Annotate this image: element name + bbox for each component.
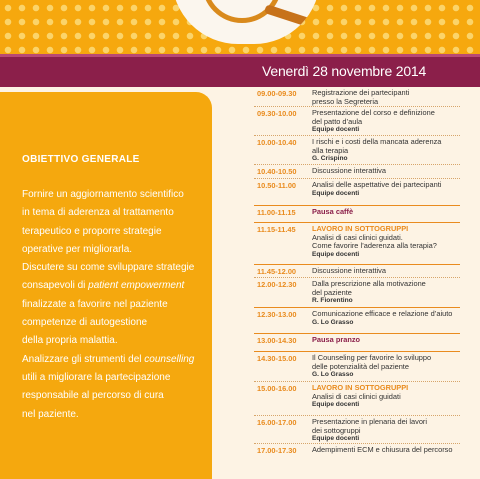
objective-line: competenze di autogestione xyxy=(22,317,148,329)
schedule-line: Dalla prescrizione alla motivazione xyxy=(312,279,426,288)
schedule-description xyxy=(312,280,460,306)
schedule-description xyxy=(312,225,460,259)
schedule-line: presso la Segreteria xyxy=(312,96,379,106)
schedule-description xyxy=(312,418,460,444)
schedule-description xyxy=(312,336,460,345)
schedule-description xyxy=(312,310,460,327)
schedule-divider xyxy=(254,381,460,382)
schedule-speaker: G. Lo Grasso xyxy=(312,371,354,379)
schedule-line: delle potenzialità del paziente xyxy=(312,361,409,371)
schedule-time: 10.40-10.50 xyxy=(257,167,297,176)
schedule-time: 10.00-10.40 xyxy=(257,138,297,147)
schedule-speaker: G. Crispino xyxy=(312,155,348,163)
schedule-speaker: Equipe docenti xyxy=(312,126,360,134)
schedule-divider xyxy=(254,264,460,265)
schedule-time: 16.00-17.00 xyxy=(257,418,297,427)
schedule-speaker: G. Lo Grasso xyxy=(312,318,354,326)
schedule-divider xyxy=(254,307,460,308)
schedule-time: 15.00-16.00 xyxy=(257,384,297,393)
objective-line: Analizzare gli strumenti del xyxy=(22,353,142,365)
schedule-line: Pausa pranzo xyxy=(312,335,361,344)
schedule-divider xyxy=(254,164,460,165)
schedule-line: alla terapia xyxy=(312,145,349,155)
schedule-description xyxy=(312,167,460,176)
schedule-line: Il Counseling per favorire lo sviluppo xyxy=(312,353,432,362)
schedule-time: 09.30-10.00 xyxy=(257,109,297,118)
schedule-line: LAVORO IN SOTTOGRUPPI xyxy=(312,383,409,392)
schedule-line: Analisi di casi clinici guidati xyxy=(312,391,401,401)
schedule-time: 14.30-15.00 xyxy=(257,354,297,363)
schedule-divider xyxy=(254,351,460,352)
schedule-line: Presentazione del corso e definizione xyxy=(312,108,435,117)
objective-line-emphasis: counselling xyxy=(144,353,195,365)
schedule-speaker: Equipe docenti xyxy=(312,189,360,197)
schedule-line: I rischi e i costi della mancata aderenza xyxy=(312,137,442,146)
schedule-time: 12.00-12.30 xyxy=(257,280,297,289)
schedule-divider xyxy=(254,106,460,107)
schedule-description xyxy=(312,89,460,106)
schedule-line: Analisi di casi clinici guidati. xyxy=(312,232,403,242)
objective-body xyxy=(22,186,206,424)
schedule-line: Discussione interattiva xyxy=(312,266,386,275)
objective-title: OBIETTIVO GENERALE xyxy=(22,154,140,165)
objective-line-emphasis: patient empowerment xyxy=(88,280,185,292)
schedule-line: del paziente xyxy=(312,287,352,297)
objective-line: della propria malattia. xyxy=(22,335,118,347)
date-bar xyxy=(0,54,480,87)
objective-line: operative per migliorarla. xyxy=(22,243,133,255)
schedule-description xyxy=(312,109,460,135)
schedule-description xyxy=(312,267,460,276)
objective-line: consapevoli di xyxy=(22,280,86,292)
schedule-speaker: Equipe docenti xyxy=(312,401,360,409)
schedule-line: Comunicazione efficace e relazione d’aiuto xyxy=(312,309,453,318)
objective-line: Fornire un aggiornamento scientifico xyxy=(22,189,184,200)
schedule-time: 12.30-13.00 xyxy=(257,310,297,319)
schedule-line: Presentazione in plenaria dei lavori xyxy=(312,417,428,426)
schedule-speaker: Equipe docenti xyxy=(312,250,360,258)
schedule-speaker: Equipe docenti xyxy=(312,435,360,443)
objective-line: Discutere su come sviluppare strategie xyxy=(22,262,195,274)
schedule-time: 17.00-17.30 xyxy=(257,446,297,455)
schedule-line: LAVORO IN SOTTOGRUPPI xyxy=(312,224,409,233)
schedule-line: Registrazione dei partecipanti xyxy=(312,88,410,97)
schedule-time: 11.15-11.45 xyxy=(257,225,296,234)
schedule-description xyxy=(312,354,460,380)
schedule-line: Analisi delle aspettative dei partecipanti xyxy=(312,180,442,189)
schedule-line: Discussione interattiva xyxy=(312,166,386,175)
schedule-line: Adempimenti ECM e chiusura del percorso xyxy=(312,445,453,454)
schedule-divider xyxy=(254,135,460,136)
schedule-description xyxy=(312,181,460,198)
objective-line: finalizzate a favorire nel paziente xyxy=(22,298,168,310)
objective-line: terapeutico e proporre strategie xyxy=(22,225,162,237)
schedule-divider xyxy=(254,205,460,206)
schedule-line: Pausa caffè xyxy=(312,207,354,216)
schedule-speaker: R. Fiorentino xyxy=(312,297,353,305)
schedule-divider xyxy=(254,277,460,278)
schedule-divider xyxy=(254,333,460,334)
schedule-line: dei sottogruppi xyxy=(312,425,361,435)
schedule-divider xyxy=(254,443,460,444)
schedule-time: 11.45-12.00 xyxy=(257,267,297,276)
schedule-line: Come favorire l’aderenza alla terapia? xyxy=(312,241,437,251)
schedule-description xyxy=(312,138,460,164)
objective-line: utili a migliorare la partecipazione xyxy=(22,371,171,383)
schedule-time: 10.50-11.00 xyxy=(257,181,297,190)
objective-line: nel paziente. xyxy=(22,408,79,420)
schedule-divider xyxy=(254,178,460,179)
schedule-line: del patto d’aula xyxy=(312,116,363,126)
schedule-description xyxy=(312,208,460,217)
event-date: Venerdì 28 novembre 2014 xyxy=(262,63,427,79)
schedule-description xyxy=(312,384,460,410)
schedule-divider xyxy=(254,222,460,223)
schedule-time: 09.00-09.30 xyxy=(257,89,297,98)
schedule-time: 11.00-11.15 xyxy=(257,208,296,217)
schedule-divider xyxy=(254,415,460,416)
objective-line: in tema di aderenza al trattamento xyxy=(22,207,174,219)
schedule-time: 13.00-14.30 xyxy=(257,336,297,345)
schedule-description xyxy=(312,446,460,455)
objective-line: responsabile al percorso di cura xyxy=(22,390,164,402)
